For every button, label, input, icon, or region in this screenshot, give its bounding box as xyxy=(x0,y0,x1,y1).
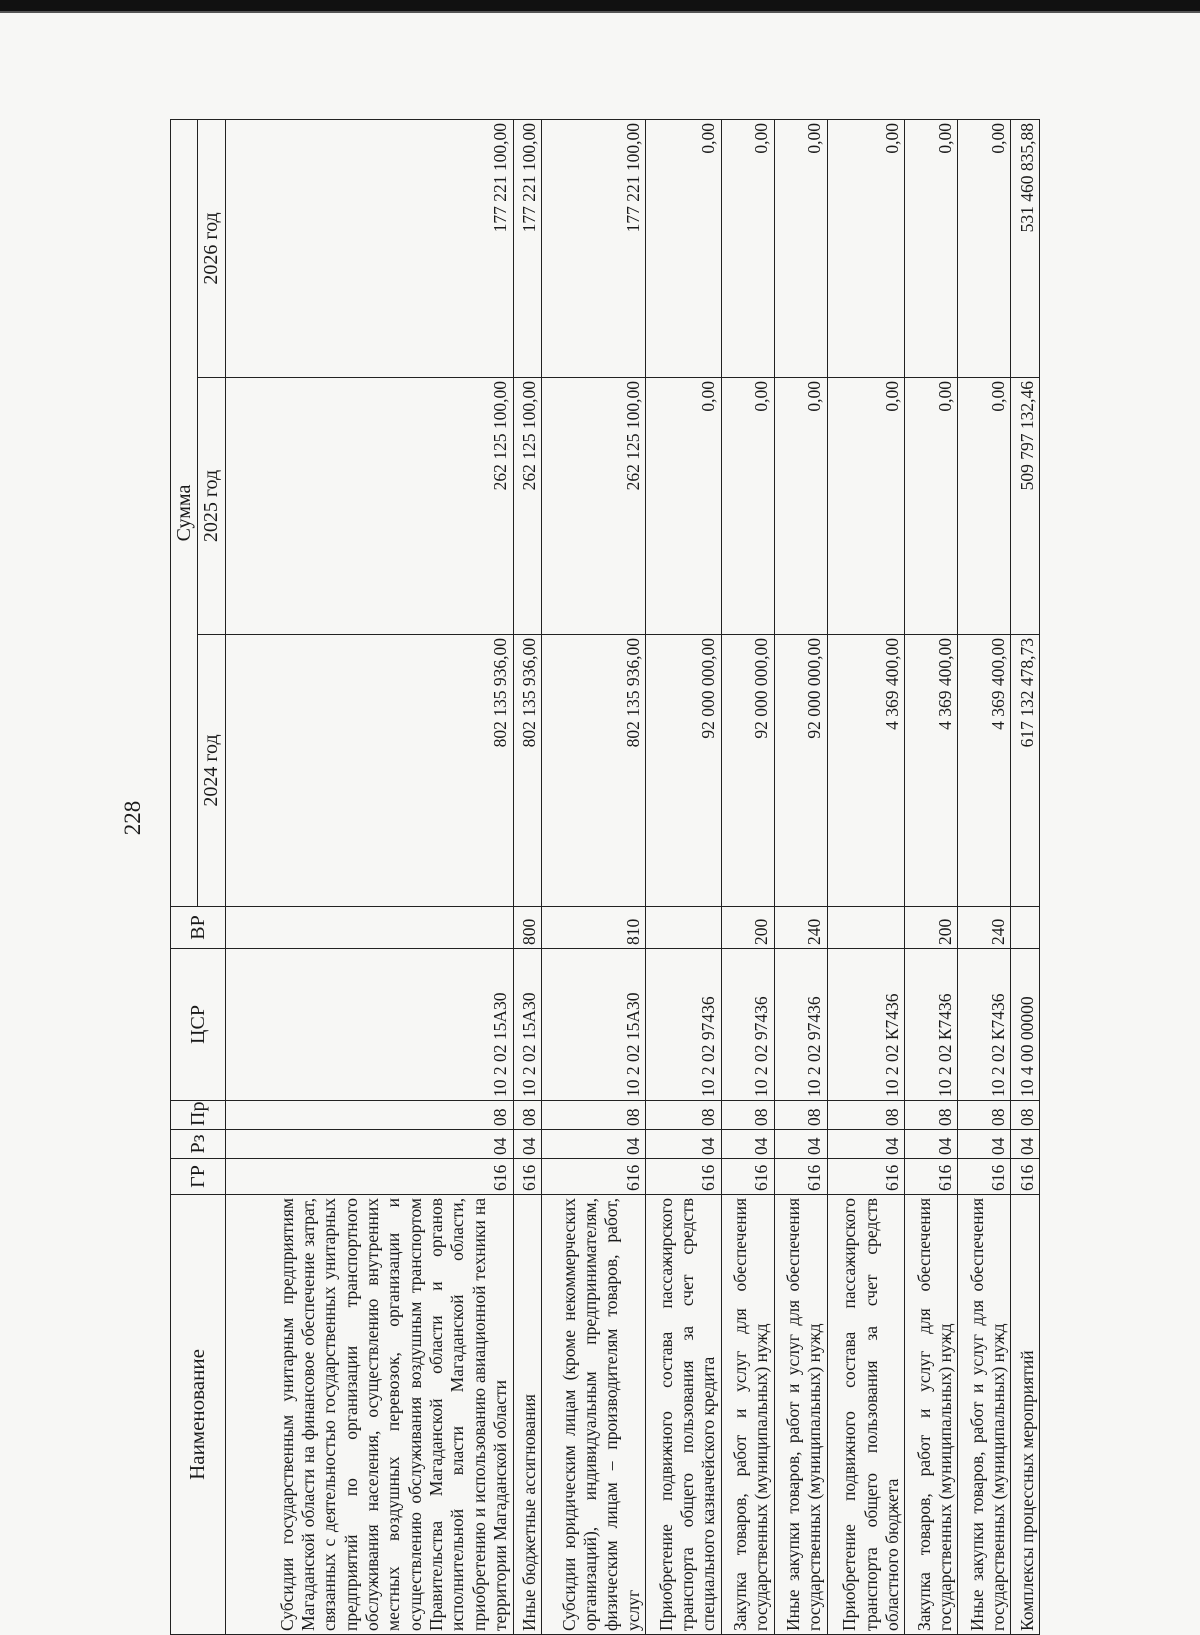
row-2024: 802 135 936,00 xyxy=(542,635,646,907)
row-rz: 04 xyxy=(774,1130,827,1159)
table-header xyxy=(171,119,226,1634)
row-2025: 0,00 xyxy=(646,378,722,635)
row-name: Приобретение подвижного состава пассажирского транспорта общего пользования за счет средств специального казначейского кредита xyxy=(646,1195,722,1635)
table-row xyxy=(1011,119,1040,1634)
row-2025: 262 125 100,00 xyxy=(225,378,513,635)
row-vr: 810 xyxy=(542,907,646,949)
row-2026: 177 221 100,00 xyxy=(513,119,542,377)
row-csr: 10 2 02 15А30 xyxy=(542,949,646,1101)
row-2025: 0,00 xyxy=(905,378,958,635)
row-csr: 10 2 02 К7436 xyxy=(827,949,905,1101)
row-2024: 802 135 936,00 xyxy=(225,635,513,907)
row-csr: 10 2 02 97436 xyxy=(721,949,774,1101)
row-pr: 08 xyxy=(513,1101,542,1130)
row-vr: 240 xyxy=(958,907,1011,949)
scan-top-edge xyxy=(0,0,1200,16)
table-row xyxy=(646,119,722,1634)
row-vr: 200 xyxy=(721,907,774,949)
row-2025: 262 125 100,00 xyxy=(513,378,542,635)
table-row xyxy=(225,119,513,1634)
row-2026: 0,00 xyxy=(646,119,722,377)
table-row xyxy=(721,119,774,1634)
row-gr: 616 xyxy=(905,1159,958,1195)
row-pr: 08 xyxy=(774,1101,827,1130)
row-pr: 08 xyxy=(721,1101,774,1130)
row-2024: 4 369 400,00 xyxy=(958,635,1011,907)
row-2026: 0,00 xyxy=(827,119,905,377)
row-pr: 08 xyxy=(542,1101,646,1130)
table-body xyxy=(225,119,1039,1634)
row-name: Иные бюджетные ассигнования xyxy=(513,1195,542,1635)
row-2025: 0,00 xyxy=(958,378,1011,635)
row-2026: 0,00 xyxy=(721,119,774,377)
row-2026: 177 221 100,00 xyxy=(542,119,646,377)
row-name: Субсидии государственным унитарным предприятиям Магаданской области на финансовое обеспечение затрат, связанных с деятельностью государственных унитарных предприятий по организации транспортного обслуживания населения, осуществлению внутренних местных воздушных перевозок, организации и осуществлению обслуживания воздушным транспортом Правительства Магаданской области и органов исполнительной власти Магаданской области, приобретению и использованию авиационной техники на территории Магаданской области xyxy=(225,1195,513,1635)
row-gr: 616 xyxy=(1011,1159,1040,1195)
row-name: Иные закупки товаров, работ и услуг для обеспечения государственных (муниципальных) нужд xyxy=(774,1195,827,1635)
row-2024: 92 000 000,00 xyxy=(774,635,827,907)
header-rz: Рз xyxy=(171,1130,226,1159)
row-rz: 04 xyxy=(542,1130,646,1159)
row-name: Комплексы процессных мероприятий xyxy=(1011,1195,1040,1635)
table-row xyxy=(774,119,827,1634)
row-2024: 802 135 936,00 xyxy=(513,635,542,907)
row-rz: 04 xyxy=(513,1130,542,1159)
row-2025: 0,00 xyxy=(827,378,905,635)
table-row xyxy=(827,119,905,1634)
row-pr: 08 xyxy=(646,1101,722,1130)
budget-table xyxy=(170,119,1040,1635)
row-name: Закупка товаров, работ и услуг для обеспечения государственных (муниципальных) нужд xyxy=(721,1195,774,1635)
row-rz: 04 xyxy=(225,1130,513,1159)
rotated-page-content xyxy=(170,120,1040,1635)
row-pr: 08 xyxy=(905,1101,958,1130)
row-rz: 04 xyxy=(827,1130,905,1159)
header-2026: 2026 год xyxy=(198,119,225,377)
row-csr: 10 2 02 К7436 xyxy=(905,949,958,1101)
row-vr xyxy=(1011,907,1040,949)
header-gr: ГР xyxy=(171,1159,226,1195)
row-vr: 800 xyxy=(513,907,542,949)
header-name: Наименование xyxy=(171,1195,226,1635)
row-2026: 0,00 xyxy=(905,119,958,377)
row-vr: 240 xyxy=(774,907,827,949)
row-pr: 08 xyxy=(958,1101,1011,1130)
header-csr: ЦСР xyxy=(171,949,226,1101)
row-2026: 0,00 xyxy=(958,119,1011,377)
table-row xyxy=(905,119,958,1634)
row-gr: 616 xyxy=(958,1159,1011,1195)
row-rz: 04 xyxy=(1011,1130,1040,1159)
row-vr xyxy=(827,907,905,949)
row-csr: 10 2 02 97436 xyxy=(646,949,722,1101)
row-gr: 616 xyxy=(513,1159,542,1195)
page-number: 228 xyxy=(120,800,145,836)
row-pr: 08 xyxy=(225,1101,513,1130)
row-name: Закупка товаров, работ и услуг для обеспечения государственных (муниципальных) нужд xyxy=(905,1195,958,1635)
row-2025: 0,00 xyxy=(774,378,827,635)
row-2024: 92 000 000,00 xyxy=(646,635,722,907)
row-vr: 200 xyxy=(905,907,958,949)
row-2026: 531 460 835,88 xyxy=(1011,119,1040,377)
row-rz: 04 xyxy=(958,1130,1011,1159)
header-2024: 2024 год xyxy=(198,635,225,907)
row-csr: 10 4 00 00000 xyxy=(1011,949,1040,1101)
table-row xyxy=(958,119,1011,1634)
row-2025: 509 797 132,46 xyxy=(1011,378,1040,635)
row-name: Иные закупки товаров, работ и услуг для обеспечения государственных (муниципальных) нужд xyxy=(958,1195,1011,1635)
row-2024: 4 369 400,00 xyxy=(827,635,905,907)
row-2025: 262 125 100,00 xyxy=(542,378,646,635)
row-2026: 0,00 xyxy=(774,119,827,377)
row-csr: 10 2 02 97436 xyxy=(774,949,827,1101)
header-pr: Пр xyxy=(171,1101,226,1130)
row-2024: 92 000 000,00 xyxy=(721,635,774,907)
row-pr: 08 xyxy=(1011,1101,1040,1130)
row-2024: 4 369 400,00 xyxy=(905,635,958,907)
row-vr xyxy=(646,907,722,949)
row-csr: 10 2 02 15А30 xyxy=(225,949,513,1101)
row-2025: 0,00 xyxy=(721,378,774,635)
row-vr xyxy=(225,907,513,949)
row-2026: 177 221 100,00 xyxy=(225,119,513,377)
row-rz: 04 xyxy=(721,1130,774,1159)
table-row xyxy=(542,119,646,1634)
row-gr: 616 xyxy=(646,1159,722,1195)
row-name: Приобретение подвижного состава пассажирского транспорта общего пользования за счет средств областного бюджета xyxy=(827,1195,905,1635)
row-csr: 10 2 02 К7436 xyxy=(958,949,1011,1101)
row-gr: 616 xyxy=(774,1159,827,1195)
header-2025: 2025 год xyxy=(198,378,225,635)
row-rz: 04 xyxy=(905,1130,958,1159)
table-row xyxy=(513,119,542,1634)
header-vr: ВР xyxy=(171,907,226,949)
row-gr: 616 xyxy=(542,1159,646,1195)
row-rz: 04 xyxy=(646,1130,722,1159)
row-gr: 616 xyxy=(827,1159,905,1195)
row-2024: 617 132 478,73 xyxy=(1011,635,1040,907)
row-gr: 616 xyxy=(225,1159,513,1195)
row-gr: 616 xyxy=(721,1159,774,1195)
header-sum: Сумма xyxy=(171,119,198,906)
row-pr: 08 xyxy=(827,1101,905,1130)
row-csr: 10 2 02 15А30 xyxy=(513,949,542,1101)
row-name: Субсидии юридическим лицам (кроме некоммерческих организаций), индивидуальным предпринимателям, физическим лицам – производителям товаров, работ, услуг xyxy=(542,1195,646,1635)
